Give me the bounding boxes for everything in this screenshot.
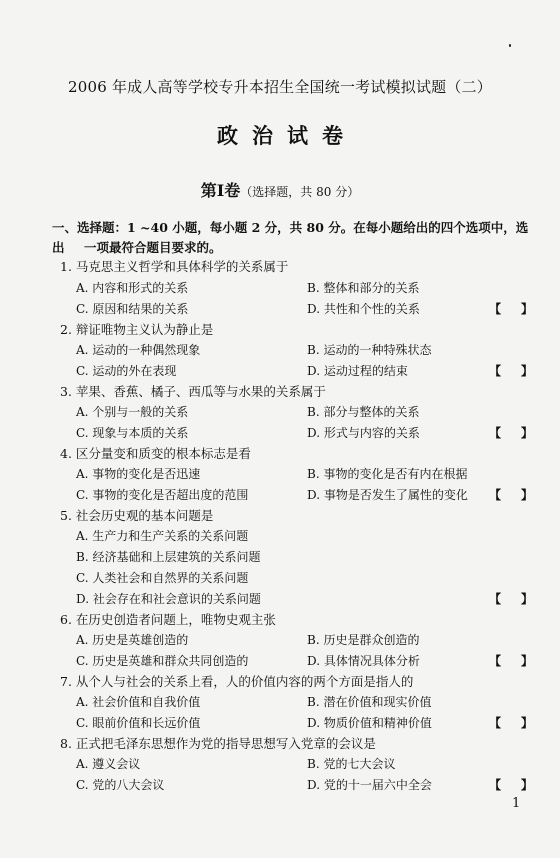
option-a: A. 事物的变化是否迅速: [76, 467, 201, 481]
option-c: C. 运动的外在表现: [76, 364, 177, 378]
answer-bracket: [489, 300, 533, 317]
question-stem: 3. 苹果、香蕉、橘子、西瓜等与水果的关系属于: [60, 384, 326, 399]
option-b: B. 党的七大会议: [307, 757, 396, 771]
question-stem: 1. 马克思主义哲学和具体科学的关系属于: [60, 259, 289, 274]
option-b: B. 潜在价值和现实价值: [307, 695, 432, 709]
page-number: 1: [512, 796, 521, 811]
bracket-left: 【: [489, 426, 502, 440]
option-a: A. 生产力和生产关系的关系问题: [76, 529, 249, 543]
option-d: D. 物质价值和精神价值: [307, 716, 432, 730]
option-d: D. 形式与内容的关系: [307, 426, 420, 440]
bracket-right: 】: [520, 716, 533, 730]
instructions-line-1: 一、选择题：1 ~40 小题，每小题 2 分，共 80 分。在每小题给出的四个选项中，选出: [52, 220, 529, 255]
option-a: A. 运动的一种偶然现象: [76, 343, 201, 357]
option-c: C. 事物的变化是否超出度的范围: [76, 488, 249, 502]
subject-title: 政治试卷: [217, 123, 357, 148]
scan-speck: [509, 44, 511, 47]
option-b: B. 运动的一种特殊状态: [307, 343, 432, 357]
option-d: D. 具体情况具体分析: [307, 654, 420, 668]
bracket-right: 】: [520, 592, 533, 606]
answer-bracket: [489, 424, 533, 441]
bracket-right: 】: [520, 364, 533, 378]
option-b: B. 历史是群众创造的: [307, 633, 420, 647]
option-b: B. 经济基础和上层建筑的关系问题: [76, 550, 261, 564]
option-a: A. 个别与一般的关系: [76, 405, 189, 419]
option-d: D. 事物是否发生了属性的变化: [307, 488, 468, 502]
bracket-right: 】: [520, 302, 533, 316]
option-a: A. 遵义会议: [76, 757, 141, 771]
option-c: C. 历史是英雄和群众共同创造的: [76, 654, 249, 668]
bracket-left: 【: [489, 302, 502, 316]
option-d: D. 运动过程的结束: [307, 364, 408, 378]
exam-header-title: 2006 年成人高等学校专升本招生全国统一考试模拟试题（二）: [68, 78, 492, 96]
bracket-left: 【: [489, 654, 502, 668]
option-c: C. 原因和结果的关系: [76, 302, 189, 316]
bracket-left: 【: [489, 778, 502, 792]
option-a: A. 内容和形式的关系: [76, 281, 189, 295]
option-b: B. 整体和部分的关系: [307, 281, 420, 295]
option-d: D. 共性和个性的关系: [307, 302, 420, 316]
bracket-left: 【: [489, 488, 502, 502]
option-b: B. 事物的变化是否有内在根据: [307, 467, 468, 481]
answer-bracket: [489, 776, 533, 793]
option-d: D. 党的十一届六中全会: [307, 778, 432, 792]
part-title-label: 第Ⅰ卷: [200, 181, 241, 200]
question-stem: 6. 在历史创造者问题上，唯物史观主张: [60, 612, 276, 627]
option-b: B. 部分与整体的关系: [307, 405, 420, 419]
option-c: C. 现象与本质的关系: [76, 426, 189, 440]
answer-bracket: [489, 714, 533, 731]
bracket-right: 】: [520, 654, 533, 668]
instructions-line-2: 一项最符合题目要求的。: [84, 240, 222, 255]
option-c: C. 党的八大会议: [76, 778, 165, 792]
part-title: [0, 178, 560, 201]
option-a: A. 历史是英雄创造的: [76, 633, 189, 647]
answer-bracket: [489, 590, 533, 607]
question-stem: 7. 从个人与社会的关系上看，人的价值内容的两个方面是指人的: [60, 674, 414, 689]
answer-bracket: [489, 486, 533, 503]
bracket-right: 】: [520, 778, 533, 792]
answer-bracket: [489, 652, 533, 669]
bracket-right: 】: [520, 488, 533, 502]
part-title-note: （选择题，共 80 分）: [240, 185, 360, 199]
question-stem: 2. 辩证唯物主义认为静止是: [60, 322, 214, 337]
bracket-left: 【: [489, 716, 502, 730]
bracket-left: 【: [489, 592, 502, 606]
option-c: C. 眼前价值和长远价值: [76, 716, 201, 730]
question-stem: 5. 社会历史观的基本问题是: [60, 508, 214, 523]
bracket-right: 】: [520, 426, 533, 440]
answer-bracket: [489, 362, 533, 379]
option-a: A. 社会价值和自我价值: [76, 695, 201, 709]
bracket-left: 【: [489, 364, 502, 378]
option-c: C. 人类社会和自然界的关系问题: [76, 571, 249, 585]
question-stem: 4. 区分量变和质变的根本标志是看: [60, 446, 251, 461]
question-stem: 8. 正式把毛泽东思想作为党的指导思想写入党章的会议是: [60, 736, 376, 751]
option-d: D. 社会存在和社会意识的关系问题: [76, 592, 261, 606]
